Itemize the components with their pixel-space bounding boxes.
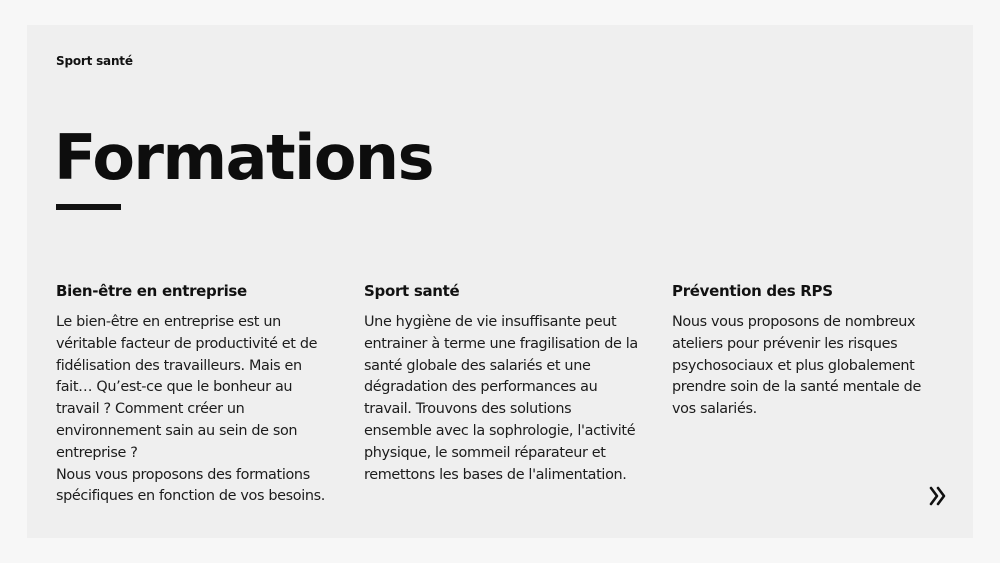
column-title: Sport santé xyxy=(364,282,460,300)
column-bien-etre xyxy=(56,281,331,508)
column-title: Prévention des RPS xyxy=(672,282,833,300)
slide-eyebrow: Sport santé xyxy=(56,54,133,68)
column-body: Une hygiène de vie insuffisante peut entrainer à terme une fragilisation de la santé globale des salariés et une dégradation des performances au travail. Trouvons des solutions ensemble avec la sophrologie, l'activité physique, le sommeil réparateur et remettons les bases de l'alimentation. xyxy=(364,314,638,483)
next-slide-button[interactable] xyxy=(925,483,951,509)
column-body: Le bien-être en entreprise est un véritable facteur de productivité et de fidélisation des travailleurs. Mais en fait… Qu’est-ce que le bonheur au travail ? Comment créer un environnement sain au sein de son entreprise ? Nous vous proposons des formations spécifiques en fonction de vos besoins. xyxy=(56,314,326,505)
double-chevron-right-icon xyxy=(929,486,947,506)
page-title: Formations xyxy=(54,121,433,194)
column-sport-sante xyxy=(364,281,639,486)
column-body: Nous vous proposons de nombreux ateliers pour prévenir les risques psychosociaux et plus globalement prendre soin de la santé mentale de vos salariés. xyxy=(672,314,921,418)
slide xyxy=(27,25,973,538)
column-prevention-rps xyxy=(672,281,947,421)
title-underline xyxy=(56,204,121,210)
column-title: Bien-être en entreprise xyxy=(56,282,247,300)
